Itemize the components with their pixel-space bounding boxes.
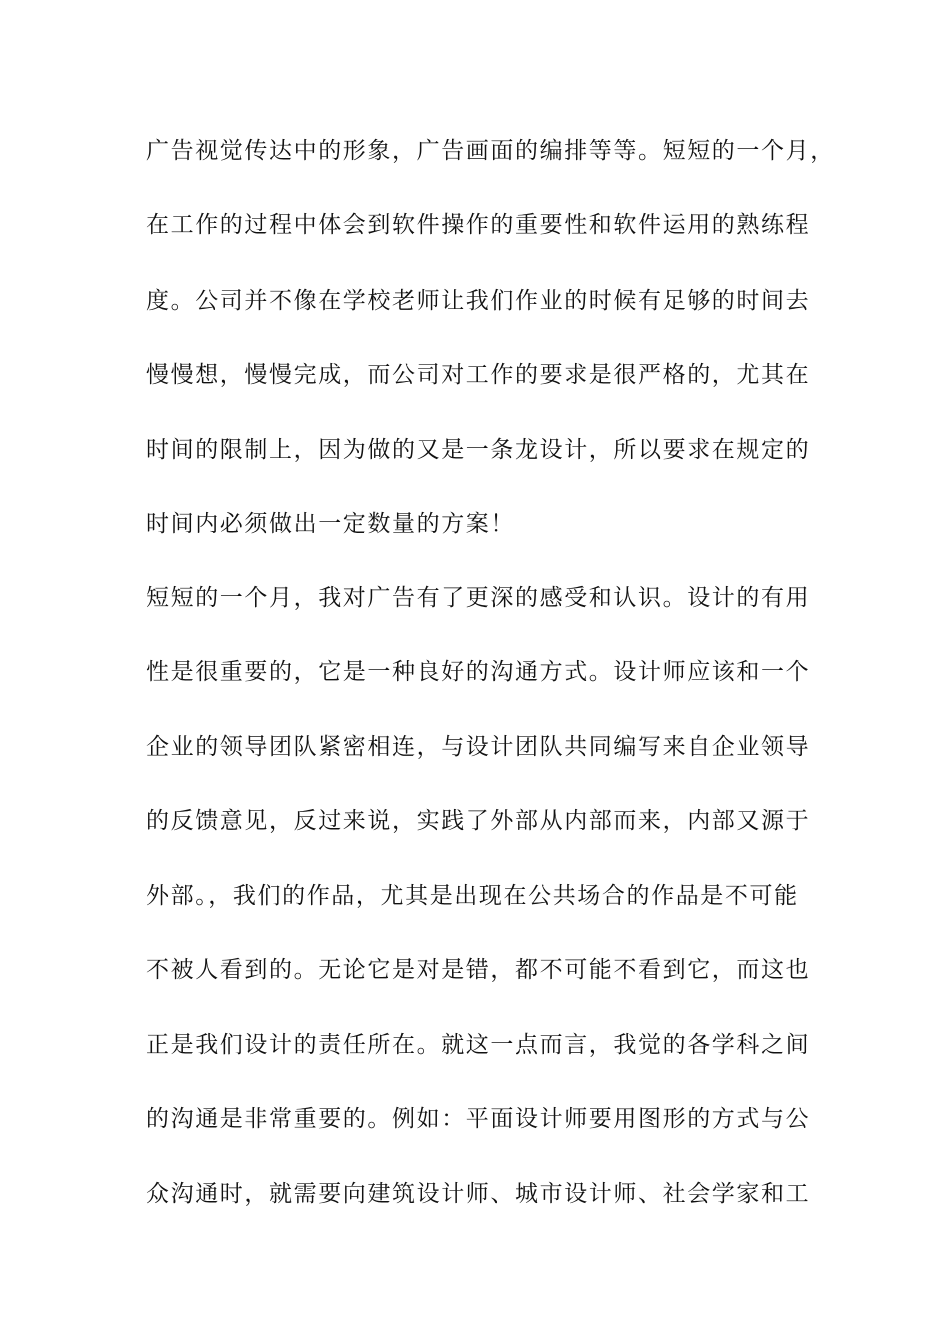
text-line: 度。公司并不像在学校老师让我们作业的时候有足够的时间去 [146, 288, 811, 314]
text-line: 正是我们设计的责任所在。就这一点而言，我觉的各学科之间 [146, 1032, 811, 1058]
text-line: 外部。，我们的作品，尤其是出现在公共场合的作品是不可能 [146, 883, 799, 909]
text-line: 的反馈意见，反过来说，实践了外部从内部而来，内部又源于 [146, 808, 811, 834]
text-line: 性是很重要的，它是一种良好的沟通方式。设计师应该和一个 [146, 659, 811, 685]
text-line: 时间的限制上，因为做的又是一条龙设计，所以要求在规定的 [146, 437, 811, 463]
text-line: 众沟通时，就需要向建筑设计师、城市设计师、社会学家和工 [146, 1181, 811, 1207]
text-line: 的沟通是非常重要的。例如：平面设计师要用图形的方式与公 [146, 1106, 811, 1132]
text-line: 不被人看到的。无论它是对是错，都不可能不看到它，而这也 [146, 957, 811, 983]
text-line: 在工作的过程中体会到软件操作的重要性和软件运用的熟练程 [146, 212, 811, 238]
text-line: 慢慢想，慢慢完成，而公司对工作的要求是很严格的，尤其在 [146, 362, 811, 388]
text-line: 时间内必须做出一定数量的方案！ [146, 511, 515, 537]
text-line: 广告视觉传达中的形象，广告画面的编排等等。短短的一个月， [146, 138, 835, 164]
text-line: 企业的领导团队紧密相连，与设计团队共同编写来自企业领导 [146, 734, 811, 760]
text-line: 短短的一个月，我对广告有了更深的感受和认识。设计的有用 [146, 585, 811, 611]
